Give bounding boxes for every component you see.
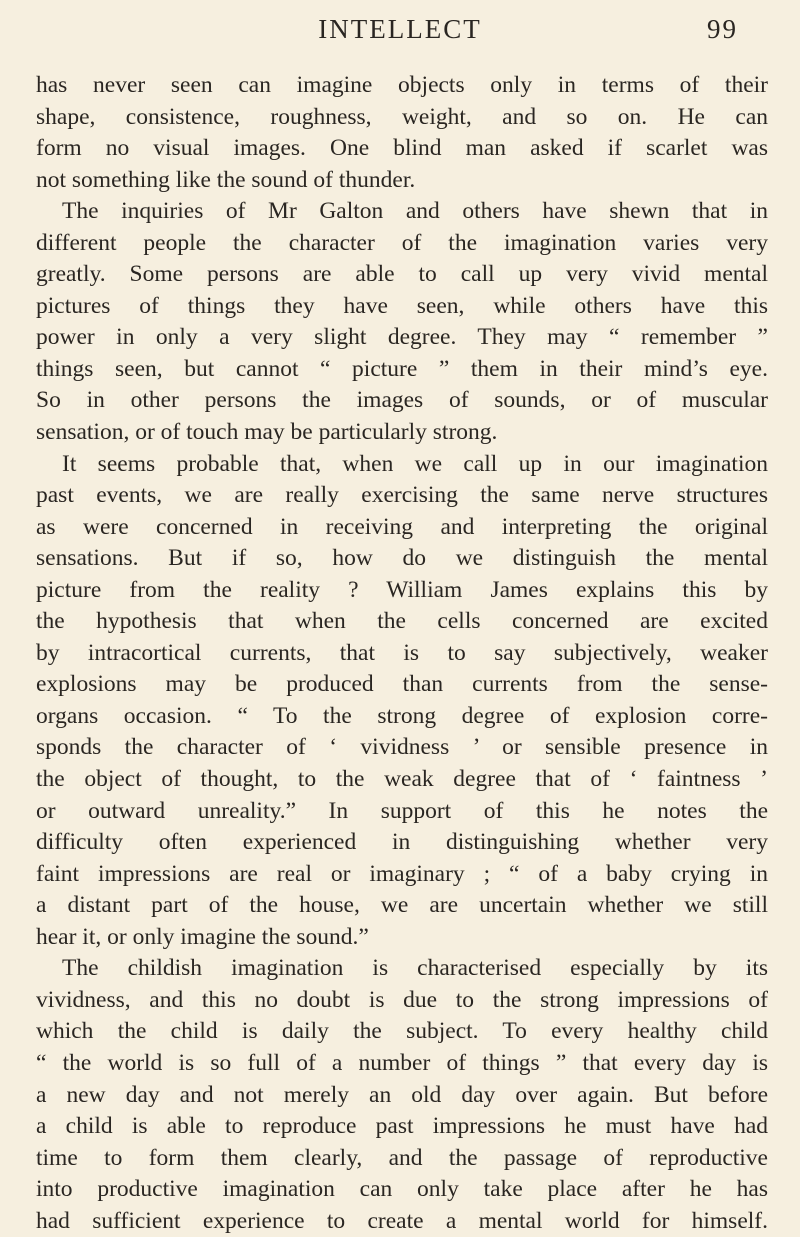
text-line: It seems probable that, when we call up in our imagination [62,450,768,477]
text-line: by intracortical currents, that is to say subjectively, weaker [36,639,768,666]
text-line: difficulty often experienced in distinguishing whether very [36,829,768,856]
text-line: explosions may be produced than currents from the sense- [36,671,768,698]
text-line: organs occasion. “ To the strong degree of explosion corre- [36,702,768,729]
body-text [36,70,768,1237]
text-line: The inquiries of Mr Galton and others have shewn that in [62,198,768,225]
running-header [0,14,800,54]
text-line: a distant part of the house, we are uncertain whether we still [36,892,768,919]
text-line: greatly. Some persons are able to call up very vivid mental [36,261,768,288]
text-line: which the child is daily the subject. To every healthy child [36,1018,768,1045]
running-title: INTELLECT [318,14,482,44]
text-line: faint impressions are real or imaginary ; “ of a baby crying in [36,860,768,887]
text-line: shape, consistence, roughness, weight, and so on. He can [36,103,768,130]
text-line: not something like the sound of thunder. [36,166,416,193]
text-line: the object of thought, to the weak degree that of ‘ faintness ’ [36,766,768,793]
text-line: pictures of things they have seen, while others have this [36,292,768,319]
text-line: So in other persons the images of sounds, or of muscular [36,387,768,414]
page-number: 99 [707,14,738,44]
text-line: or outward unreality.” In support of this he notes the [36,797,768,824]
text-line: the hypothesis that when the cells concerned are excited [36,608,768,635]
text-line: picture from the reality ? William James explains this by [36,576,768,603]
text-line: things seen, but cannot “ picture ” them in their mind’s eye. [36,355,768,382]
text-line: sensation, or of touch may be particularly strong. [36,419,498,446]
text-line: time to form them clearly, and the passage of reproductive [36,1144,768,1171]
text-line: past events, we are really exercising the same nerve structures [36,482,768,509]
text-line: power in only a very slight degree. They may “ remember ” [36,324,768,351]
text-line: as were concerned in receiving and interpreting the original [36,513,768,540]
text-line: different people the character of the imagination varies very [36,229,768,256]
text-line: The childish imagination is characterised especially by its [62,955,768,982]
text-line: a new day and not merely an old day over again. But before [36,1081,768,1108]
text-line: into productive imagination can only take place after he has [36,1176,768,1203]
text-line: vividness, and this no doubt is due to the strong impressions of [36,986,768,1013]
text-line: form no visual images. One blind man asked if scarlet was [36,135,768,162]
text-line: sponds the character of ‘ vividness ’ or sensible presence in [36,734,768,761]
text-line: “ the world is so full of a number of things ” that every day is [36,1049,768,1076]
text-line: hear it, or only imagine the sound.” [36,923,369,950]
text-line: sensations. But if so, how do we distinguish the mental [36,545,768,572]
text-line: a child is able to reproduce past impressions he must have had [36,1113,768,1140]
text-line: has never seen can imagine objects only in terms of their [36,72,768,98]
text-line: had sufficient experience to create a mental world for himself. [36,1207,768,1234]
